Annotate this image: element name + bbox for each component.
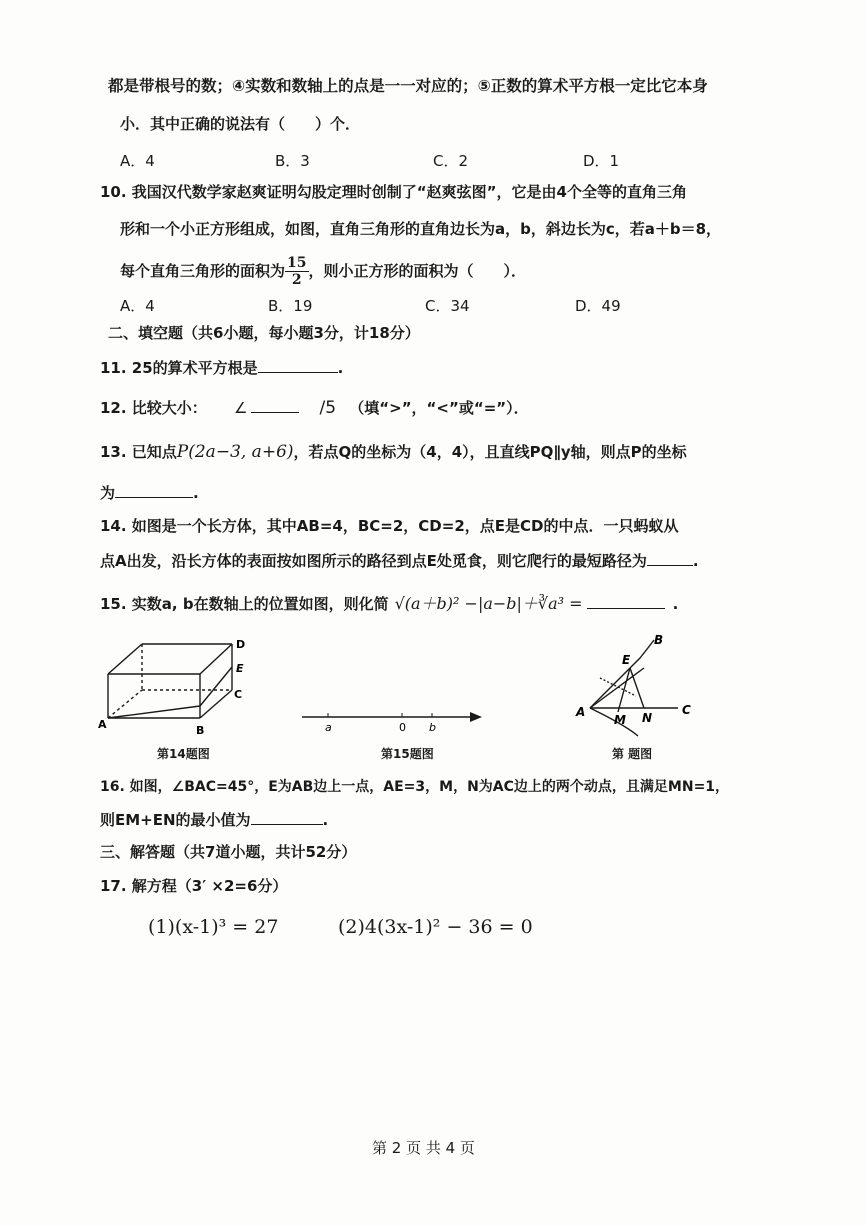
- q12-right-value: /5: [319, 398, 337, 418]
- label-a: A: [576, 705, 586, 719]
- fraction-numerator: 15: [287, 255, 307, 271]
- q11-answer-blank[interactable]: [258, 358, 338, 373]
- q14-answer-blank[interactable]: [647, 551, 693, 566]
- edge-bc: [200, 690, 232, 718]
- q10-line1: 10. 我国汉代数学家赵爽证明勾股定理时创制了“赵爽弦图”，它是由4个全等的直角三角: [100, 183, 687, 201]
- q17-title: 17. 解方程（3′ ×2=6分）: [100, 877, 288, 895]
- q10-line3-post: ，则小正方形的面积为（ ）．: [308, 262, 527, 280]
- figure-15-number-line: [300, 705, 490, 735]
- q12-pre: 12. 比较大小：: [100, 399, 207, 417]
- q15-expression: √(a＋b)² −|a−b|＋∛a³ =: [394, 594, 583, 613]
- label-c: C: [234, 688, 243, 701]
- q13-point-p: P(2a−3, a+6): [176, 442, 294, 462]
- figure-16-angle: [570, 630, 700, 740]
- q13-pre: 13. 已知点: [100, 443, 177, 461]
- q10-fraction: [285, 255, 308, 288]
- q10-line2: 形和一个小正方形组成，如图，直角三角形的直角边长为a，b，斜边长为c，若a＋b＝8，: [120, 220, 722, 238]
- label-b: B: [654, 633, 664, 647]
- label-d: D: [236, 638, 246, 651]
- q9-line2: 小．其中正确的说法有（ ）个．: [120, 115, 361, 133]
- q10-option-c: C．34: [425, 297, 470, 315]
- label-n: N: [642, 711, 653, 725]
- q10-option-d: D．49: [575, 297, 621, 315]
- figure-14-caption: 第14题图: [157, 747, 210, 761]
- label-a: A: [98, 718, 107, 731]
- q10-line3-pre: 每个直角三角形的面积为: [120, 262, 286, 280]
- q16-end: .: [322, 811, 329, 829]
- q15-pre: 15. 实数a, b在数轴上的位置如图，则化简: [100, 595, 389, 613]
- ray-ab-upper: [630, 640, 654, 668]
- q13-answer-blank[interactable]: [115, 483, 193, 498]
- edge-top-left: [108, 644, 142, 674]
- segment-aux: [590, 668, 644, 708]
- edge-top-right: [200, 644, 232, 674]
- q11: [100, 357, 343, 379]
- q13-end: .: [193, 484, 199, 502]
- label-e: E: [622, 653, 631, 667]
- q10-option-b: B．19: [268, 297, 313, 315]
- section-2-heading: 二、填空题（共6小题，每小题3分，计18分）: [108, 324, 420, 342]
- q15-end: .: [672, 595, 679, 613]
- q10-line3: [120, 254, 526, 288]
- q16-line1: 16. 如图，∠BAC=45°，E为AB边上一点，AE=3，M，N为AC边上的两个动点，且满足MN=1，: [100, 779, 730, 795]
- path-edge-to-e: [200, 667, 232, 706]
- q16-line2: [100, 809, 328, 831]
- q10-option-a: A．4: [120, 297, 155, 315]
- q15-answer-blank[interactable]: [587, 594, 665, 609]
- q14-end: .: [692, 552, 699, 570]
- label-0: 0: [399, 721, 406, 734]
- figure-16-caption: 第 题图: [612, 747, 653, 761]
- q11-text: 11. 25的算术平方根是: [100, 359, 258, 377]
- q16-answer-blank[interactable]: [251, 810, 323, 825]
- figure-14-cuboid: [98, 632, 258, 742]
- label-c: C: [682, 703, 691, 717]
- q16-line2-text: 则EM+EN的最小值为: [100, 811, 251, 829]
- q15: [100, 593, 678, 615]
- q12-answer-blank[interactable]: [251, 398, 299, 413]
- q9-option-d: D．1: [583, 152, 620, 170]
- q11-end: .: [337, 359, 344, 377]
- label-b: B: [196, 724, 205, 737]
- path-a-to-edge: [108, 706, 200, 718]
- q13-line1: [100, 441, 687, 463]
- q9-option-b: B．3: [275, 152, 310, 170]
- number-line-arrow: [470, 712, 482, 722]
- q14-line1: 14. 如图是一个长方体，其中AB=4，BC=2，CD=2，点E是CD的中点．一只蚂蚁从: [100, 517, 679, 535]
- q9-option-a: A．4: [120, 152, 155, 170]
- q12: [100, 397, 529, 419]
- fraction-denominator: 2: [291, 272, 302, 288]
- q12-left-value: ∠: [234, 399, 248, 417]
- q13-line2: [100, 482, 199, 504]
- label-e: E: [236, 662, 244, 675]
- q9-line1: 都是带根号的数；④实数和数轴上的点是一一对应的；⑤正数的算术平方根一定比它本身: [108, 77, 708, 95]
- q14-line2-text: 点A出发，沿长方体的表面按如图所示的路径到点E处觅食，则它爬行的最短路径为: [100, 552, 647, 570]
- page-footer: 第 2 页 共 4 页: [372, 1139, 475, 1157]
- q17-equation-2: (2)4(3x-1)² − 36 = 0: [338, 916, 533, 938]
- figure-15-caption: 第15题图: [381, 747, 434, 761]
- section-3-heading: 三、解答题（共7道小题，共计52分）: [100, 843, 357, 861]
- q17-equation-1: (1)(x-1)³ = 27: [148, 916, 279, 938]
- label-m: M: [614, 713, 626, 727]
- q13-line2-text: 为: [100, 484, 116, 502]
- label-a: a: [325, 721, 332, 734]
- q9-option-c: C．2: [433, 152, 469, 170]
- q14-line2: [100, 550, 699, 572]
- q13-post: ，若点Q的坐标为（4，4），且直线PQ∥y轴，则点P的坐标: [293, 443, 687, 461]
- q12-post: （填“>”，“<”或“=”）．: [349, 399, 529, 417]
- label-b: b: [429, 721, 436, 734]
